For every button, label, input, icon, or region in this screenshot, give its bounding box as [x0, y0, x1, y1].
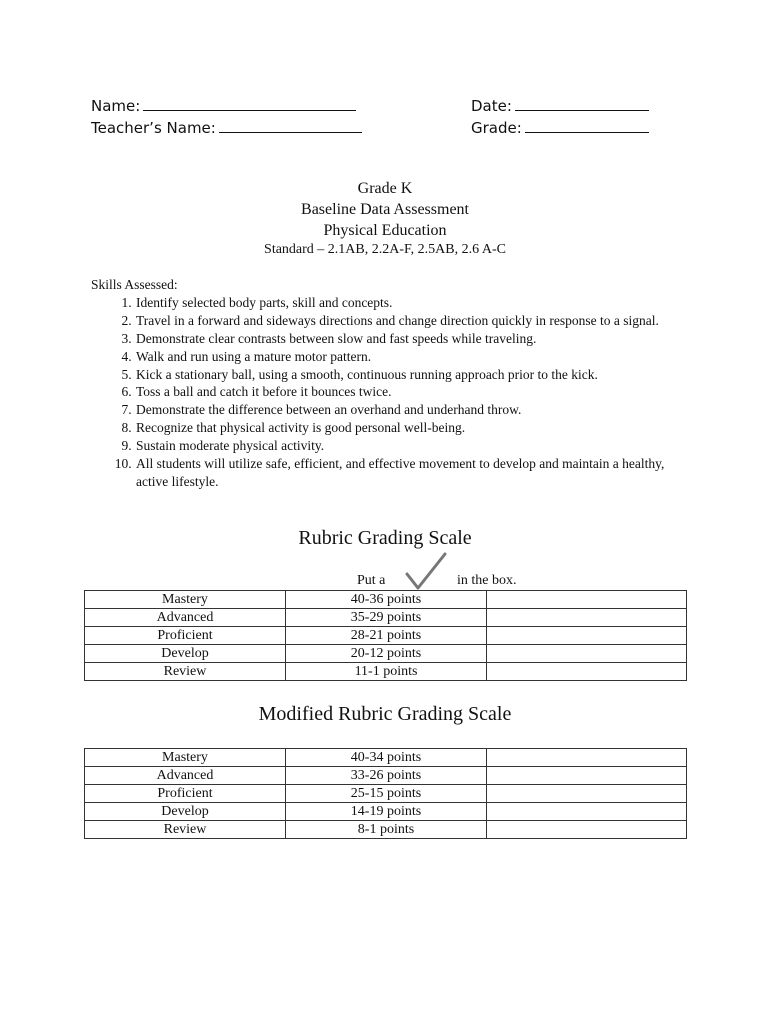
level-cell: Develop: [85, 803, 286, 821]
title-block: [0, 178, 770, 259]
level-cell: Proficient: [85, 785, 286, 803]
teacher-name-label: Teacher’s Name:: [91, 119, 216, 137]
table-row: [85, 591, 687, 609]
teacher-name-blank[interactable]: [219, 118, 362, 133]
skills-list: [91, 294, 691, 491]
name-field: [91, 96, 356, 115]
checkbox-cell[interactable]: [487, 609, 687, 627]
checkbox-cell[interactable]: [487, 627, 687, 645]
points-cell: 8-1 points: [286, 821, 487, 839]
points-cell: 25-15 points: [286, 785, 487, 803]
checkbox-cell[interactable]: [487, 785, 687, 803]
date-label: Date:: [471, 97, 512, 115]
table-row: [85, 645, 687, 663]
grade-blank[interactable]: [525, 118, 649, 133]
checkbox-cell[interactable]: [487, 663, 687, 681]
points-cell: 28-21 points: [286, 627, 487, 645]
name-blank[interactable]: [143, 96, 356, 111]
skills-heading: Skills Assessed:: [91, 277, 178, 292]
checkbox-cell[interactable]: [487, 749, 687, 767]
skill-item: 8. Recognize that physical activity is good personal well-being.: [135, 419, 691, 437]
table-row: [85, 749, 687, 767]
title-subject: Physical Education: [323, 222, 447, 239]
table-row: [85, 609, 687, 627]
level-cell: Review: [85, 663, 286, 681]
title-grade: Grade K: [357, 180, 413, 197]
date-field: [471, 96, 649, 115]
skill-item: 2. Travel in a forward and sideways directions and change direction quickly in response to a signal.: [135, 312, 691, 330]
skill-item: 4. Walk and run using a mature motor pattern.: [135, 348, 691, 366]
checkbox-cell[interactable]: [487, 645, 687, 663]
modified-rubric-title: Modified Rubric Grading Scale: [258, 703, 512, 725]
level-cell: Develop: [85, 645, 286, 663]
points-cell: 33-26 points: [286, 767, 487, 785]
table-row: [85, 627, 687, 645]
points-cell: 35-29 points: [286, 609, 487, 627]
checkbox-cell[interactable]: [487, 767, 687, 785]
level-cell: Review: [85, 821, 286, 839]
title-standard: Standard – 2.1AB, 2.2A-F, 2.5AB, 2.6 A-C: [264, 242, 506, 257]
level-cell: Mastery: [85, 749, 286, 767]
checkbox-cell[interactable]: [487, 821, 687, 839]
skill-item: 7. Demonstrate the difference between an overhand and underhand throw.: [135, 401, 691, 419]
grade-field: [471, 118, 649, 137]
level-cell: Mastery: [85, 591, 286, 609]
skill-item: 9. Sustain moderate physical activity.: [135, 437, 691, 455]
skill-item: 5. Kick a stationary ball, using a smooth, continuous running approach prior to the kick.: [135, 366, 691, 384]
table-row: [85, 785, 687, 803]
instruction-before: Put a: [357, 573, 386, 588]
skills-section: [91, 276, 691, 491]
table-row: [85, 803, 687, 821]
table-row: [85, 663, 687, 681]
points-cell: 40-36 points: [286, 591, 487, 609]
points-cell: 14-19 points: [286, 803, 487, 821]
level-cell: Proficient: [85, 627, 286, 645]
table-row: [85, 821, 687, 839]
skill-item: 6. Toss a ball and catch it before it bounces twice.: [135, 383, 691, 401]
name-label: Name:: [91, 97, 141, 115]
modified-rubric-table: [84, 748, 687, 839]
skill-item: 10. All students will utilize safe, efficient, and effective movement to develop and maintain a healthy, active lifestyle.: [135, 455, 691, 491]
title-assessment: Baseline Data Assessment: [301, 201, 469, 218]
checkbox-cell[interactable]: [487, 591, 687, 609]
level-cell: Advanced: [85, 609, 286, 627]
grade-label: Grade:: [471, 119, 522, 137]
rubric-table: [84, 590, 687, 681]
instruction-after: in the box.: [457, 573, 517, 588]
points-cell: 40-34 points: [286, 749, 487, 767]
level-cell: Advanced: [85, 767, 286, 785]
points-cell: 11-1 points: [286, 663, 487, 681]
checkbox-cell[interactable]: [487, 803, 687, 821]
date-blank[interactable]: [515, 96, 649, 111]
table-row: [85, 767, 687, 785]
skill-item: 1. Identify selected body parts, skill and concepts.: [135, 294, 691, 312]
teacher-name-field: [91, 118, 362, 137]
skill-item: 3. Demonstrate clear contrasts between slow and fast speeds while traveling.: [135, 330, 691, 348]
checkmark-icon: [404, 550, 448, 592]
points-cell: 20-12 points: [286, 645, 487, 663]
rubric-title: Rubric Grading Scale: [298, 527, 472, 549]
